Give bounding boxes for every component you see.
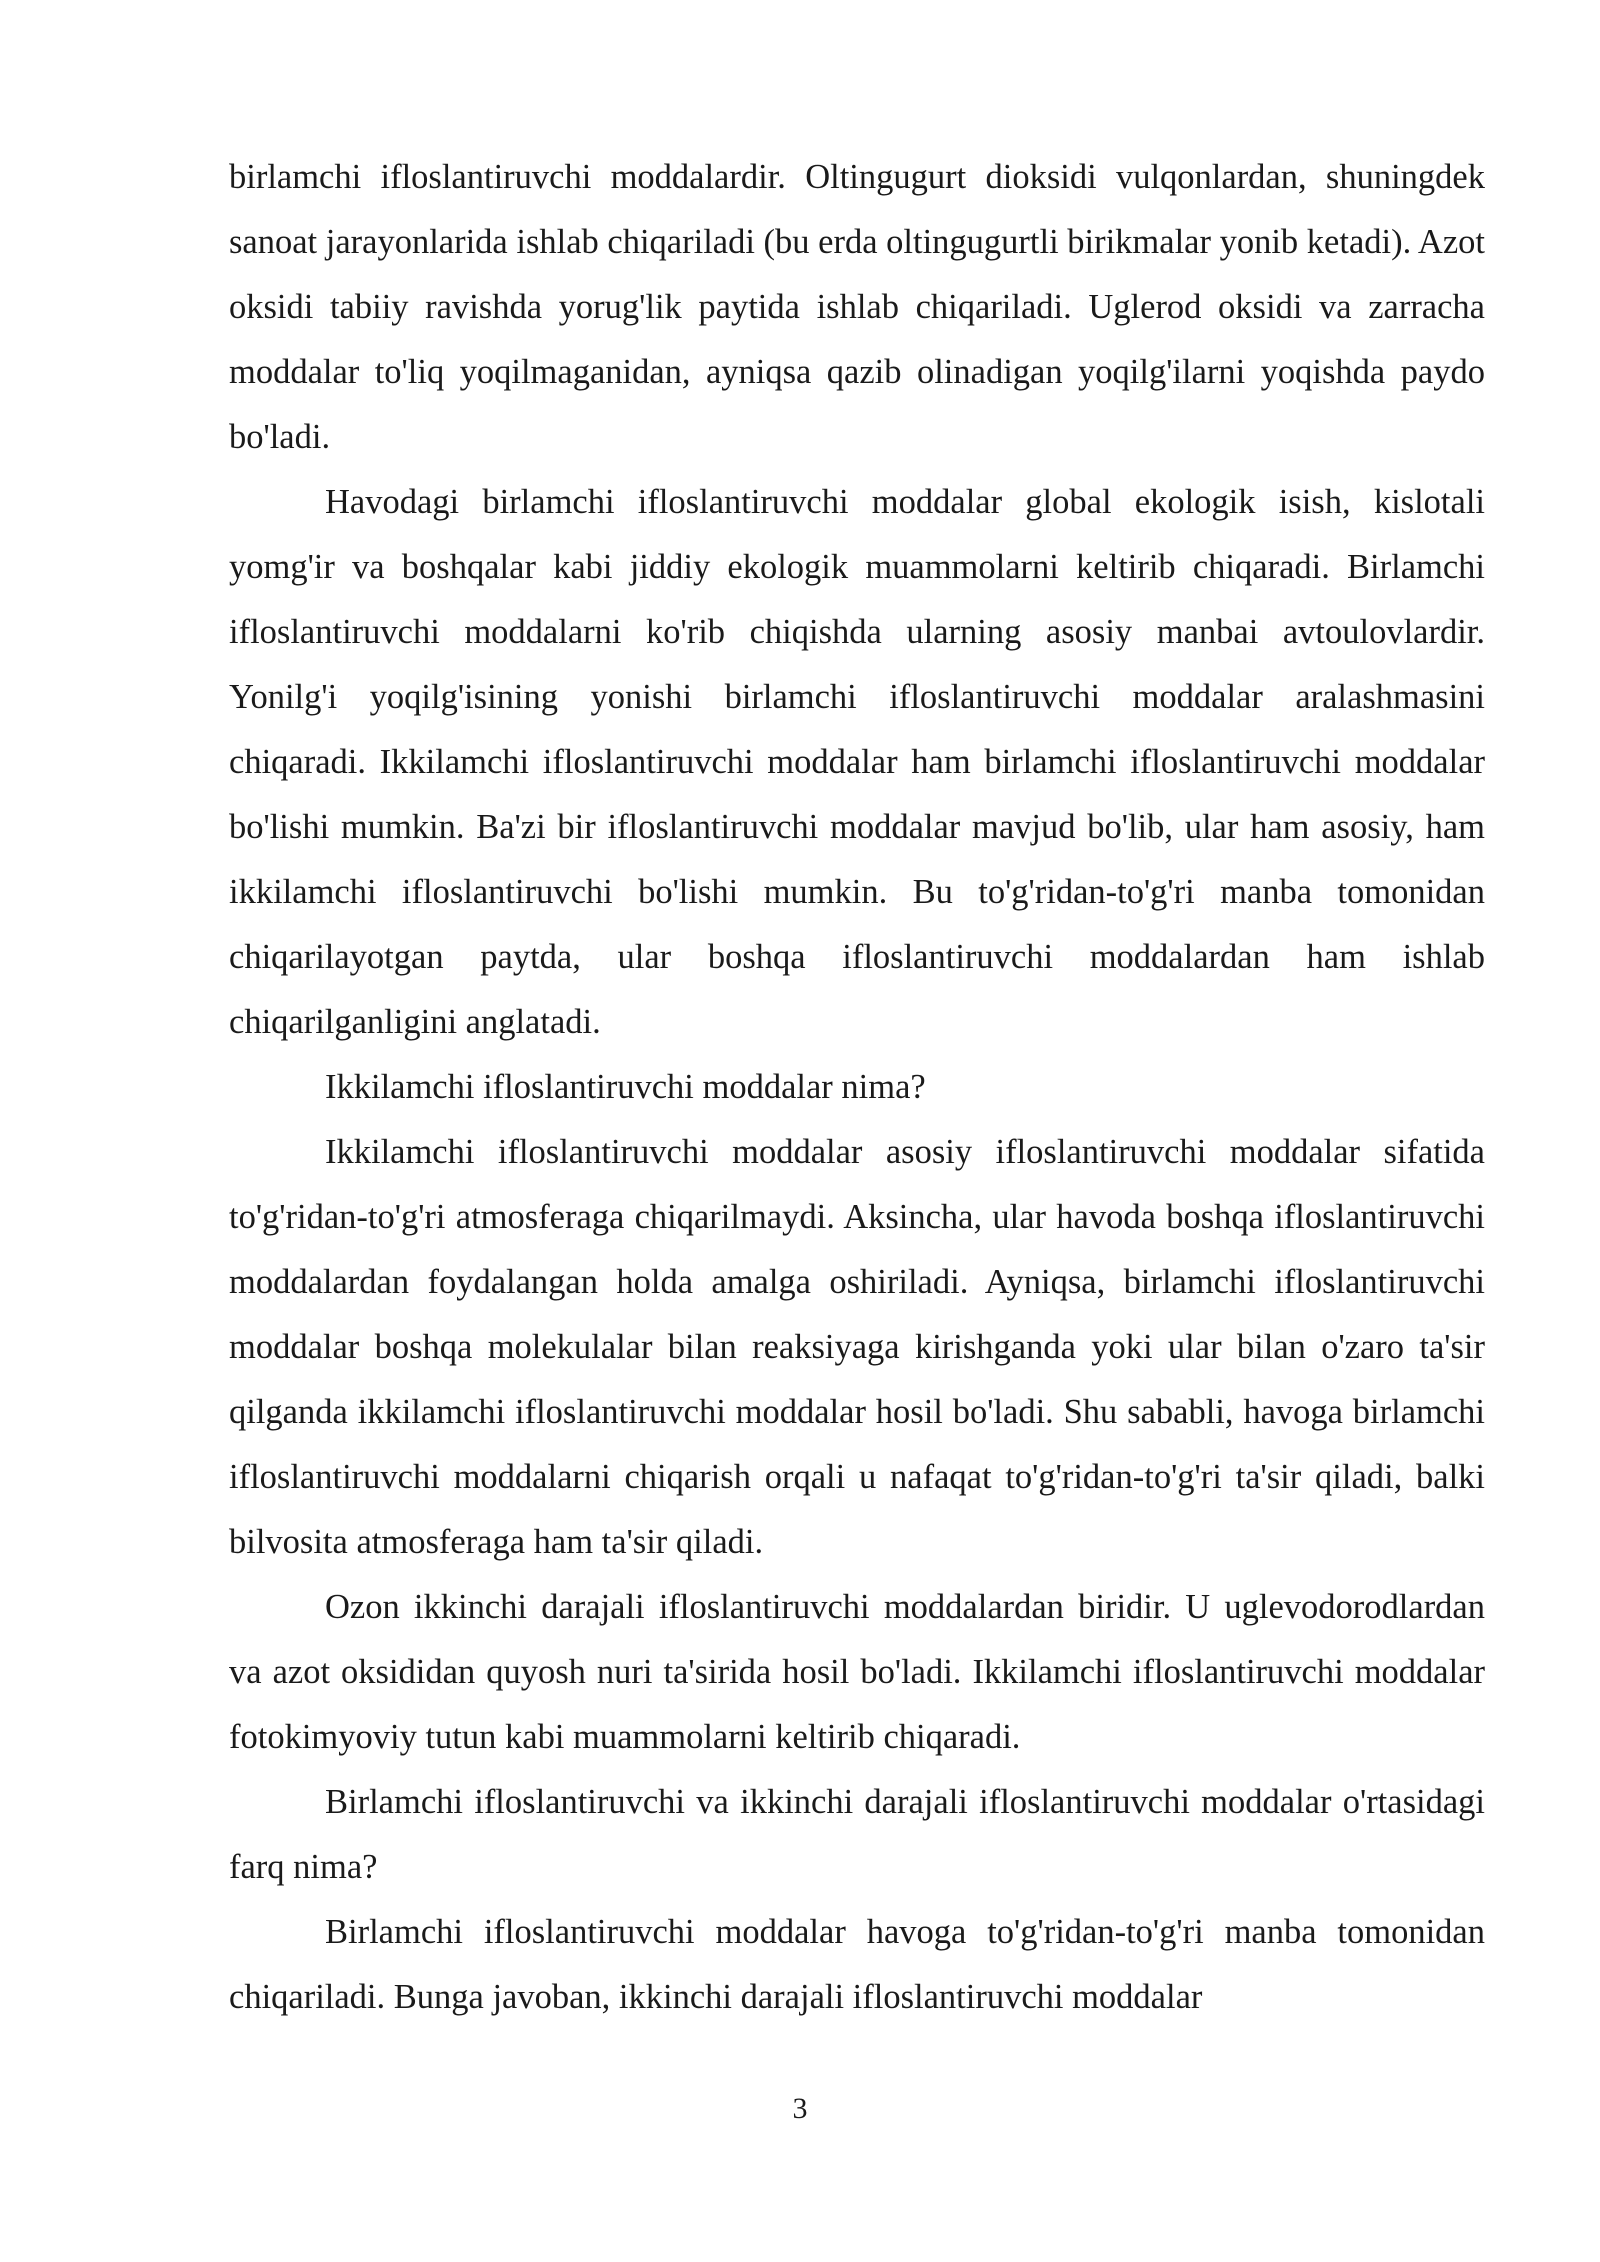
page-number: 3 (792, 2092, 808, 2125)
paragraph-ozone: Ozon ikkinchi darajali ifloslantiruvchi moddalardan biridir. U uglevodorodlardan va azot oksididan quyosh nuri ta'sirida hosil bo'ladi. Ikkilamchi ifloslantiruvchi moddalar fotokimyoviy tutun kabi muammolarni keltirib chiqaradi. (229, 1588, 1485, 1756)
document-body (229, 145, 1485, 2030)
paragraph-secondary-pollutants: Ikkilamchi ifloslantiruvchi moddalar asosiy ifloslantiruvchi moddalar sifatida to'g'ridan-to'g'ri atmosferaga chiqarilmaydi. Aksincha, ular havoda boshqa ifloslantiruvchi moddalardan foydalangan holda amalga oshiriladi. Ayniqsa, birlamchi ifloslantiruvchi moddalar boshqa molekulalar bilan reaksiyaga kirishganda yoki ular bilan o'zaro ta'sir qilganda ikkilamchi ifloslantiruvchi moddalar hosil bo'ladi. Shu sababli, havoga birlamchi ifloslantiruvchi moddalarni chiqarish orqali u nafaqat to'g'ridan-to'g'ri ta'sir qiladi, balki bilvosita atmosferaga ham ta'sir qiladi. (229, 1133, 1485, 1561)
paragraph-continuation: birlamchi ifloslantiruvchi moddalardir. Oltingugurt dioksidi vulqonlardan, shuningdek sanoat jarayonlarida ishlab chiqariladi (bu erda oltingugurtli birikmalar yonib ketadi). Azot oksidi tabiiy ravishda yorug'lik paytida ishlab chiqariladi. Uglerod oksidi va zarracha moddalar to'liq yoqilmaganidan, ayniqsa qazib olinadigan yoqilg'ilarni yoqishda paydo bo'ladi. (229, 158, 1485, 456)
question-secondary-pollutants: Ikkilamchi ifloslantiruvchi moddalar nima? (325, 1068, 926, 1106)
paragraph-primary-pollutants: Havodagi birlamchi ifloslantiruvchi moddalar global ekologik isish, kislotali yomg'ir va boshqalar kabi jiddiy ekologik muammolarni keltirib chiqaradi. Birlamchi ifloslantiruvchi moddalarni ko'rib chiqishda ularning asosiy manbai avtoulovlardir. Yonilg'i yoqilg'isining yonishi birlamchi ifloslantiruvchi moddalar aralashmasini chiqaradi. Ikkilamchi ifloslantiruvchi moddalar ham birlamchi ifloslantiruvchi moddalar bo'lishi mumkin. Ba'zi bir ifloslantiruvchi moddalar mavjud bo'lib, ular ham asosiy, ham ikkilamchi ifloslantiruvchi bo'lishi mumkin. Bu to'g'ridan-to'g'ri manba tomonidan chiqarilayotgan paytda, ular boshqa ifloslantiruvchi moddalardan ham ishlab chiqarilganligini anglatadi. (229, 483, 1485, 1041)
paragraph-difference: Birlamchi ifloslantiruvchi moddalar havoga to'g'ridan-to'g'ri manba tomonidan chiqariladi. Bunga javoban, ikkinchi darajali ifloslantiruvchi moddalar (229, 1913, 1485, 2016)
question-difference: Birlamchi ifloslantiruvchi va ikkinchi darajali ifloslantiruvchi moddalar o'rtasidagi farq nima? (229, 1783, 1485, 1886)
